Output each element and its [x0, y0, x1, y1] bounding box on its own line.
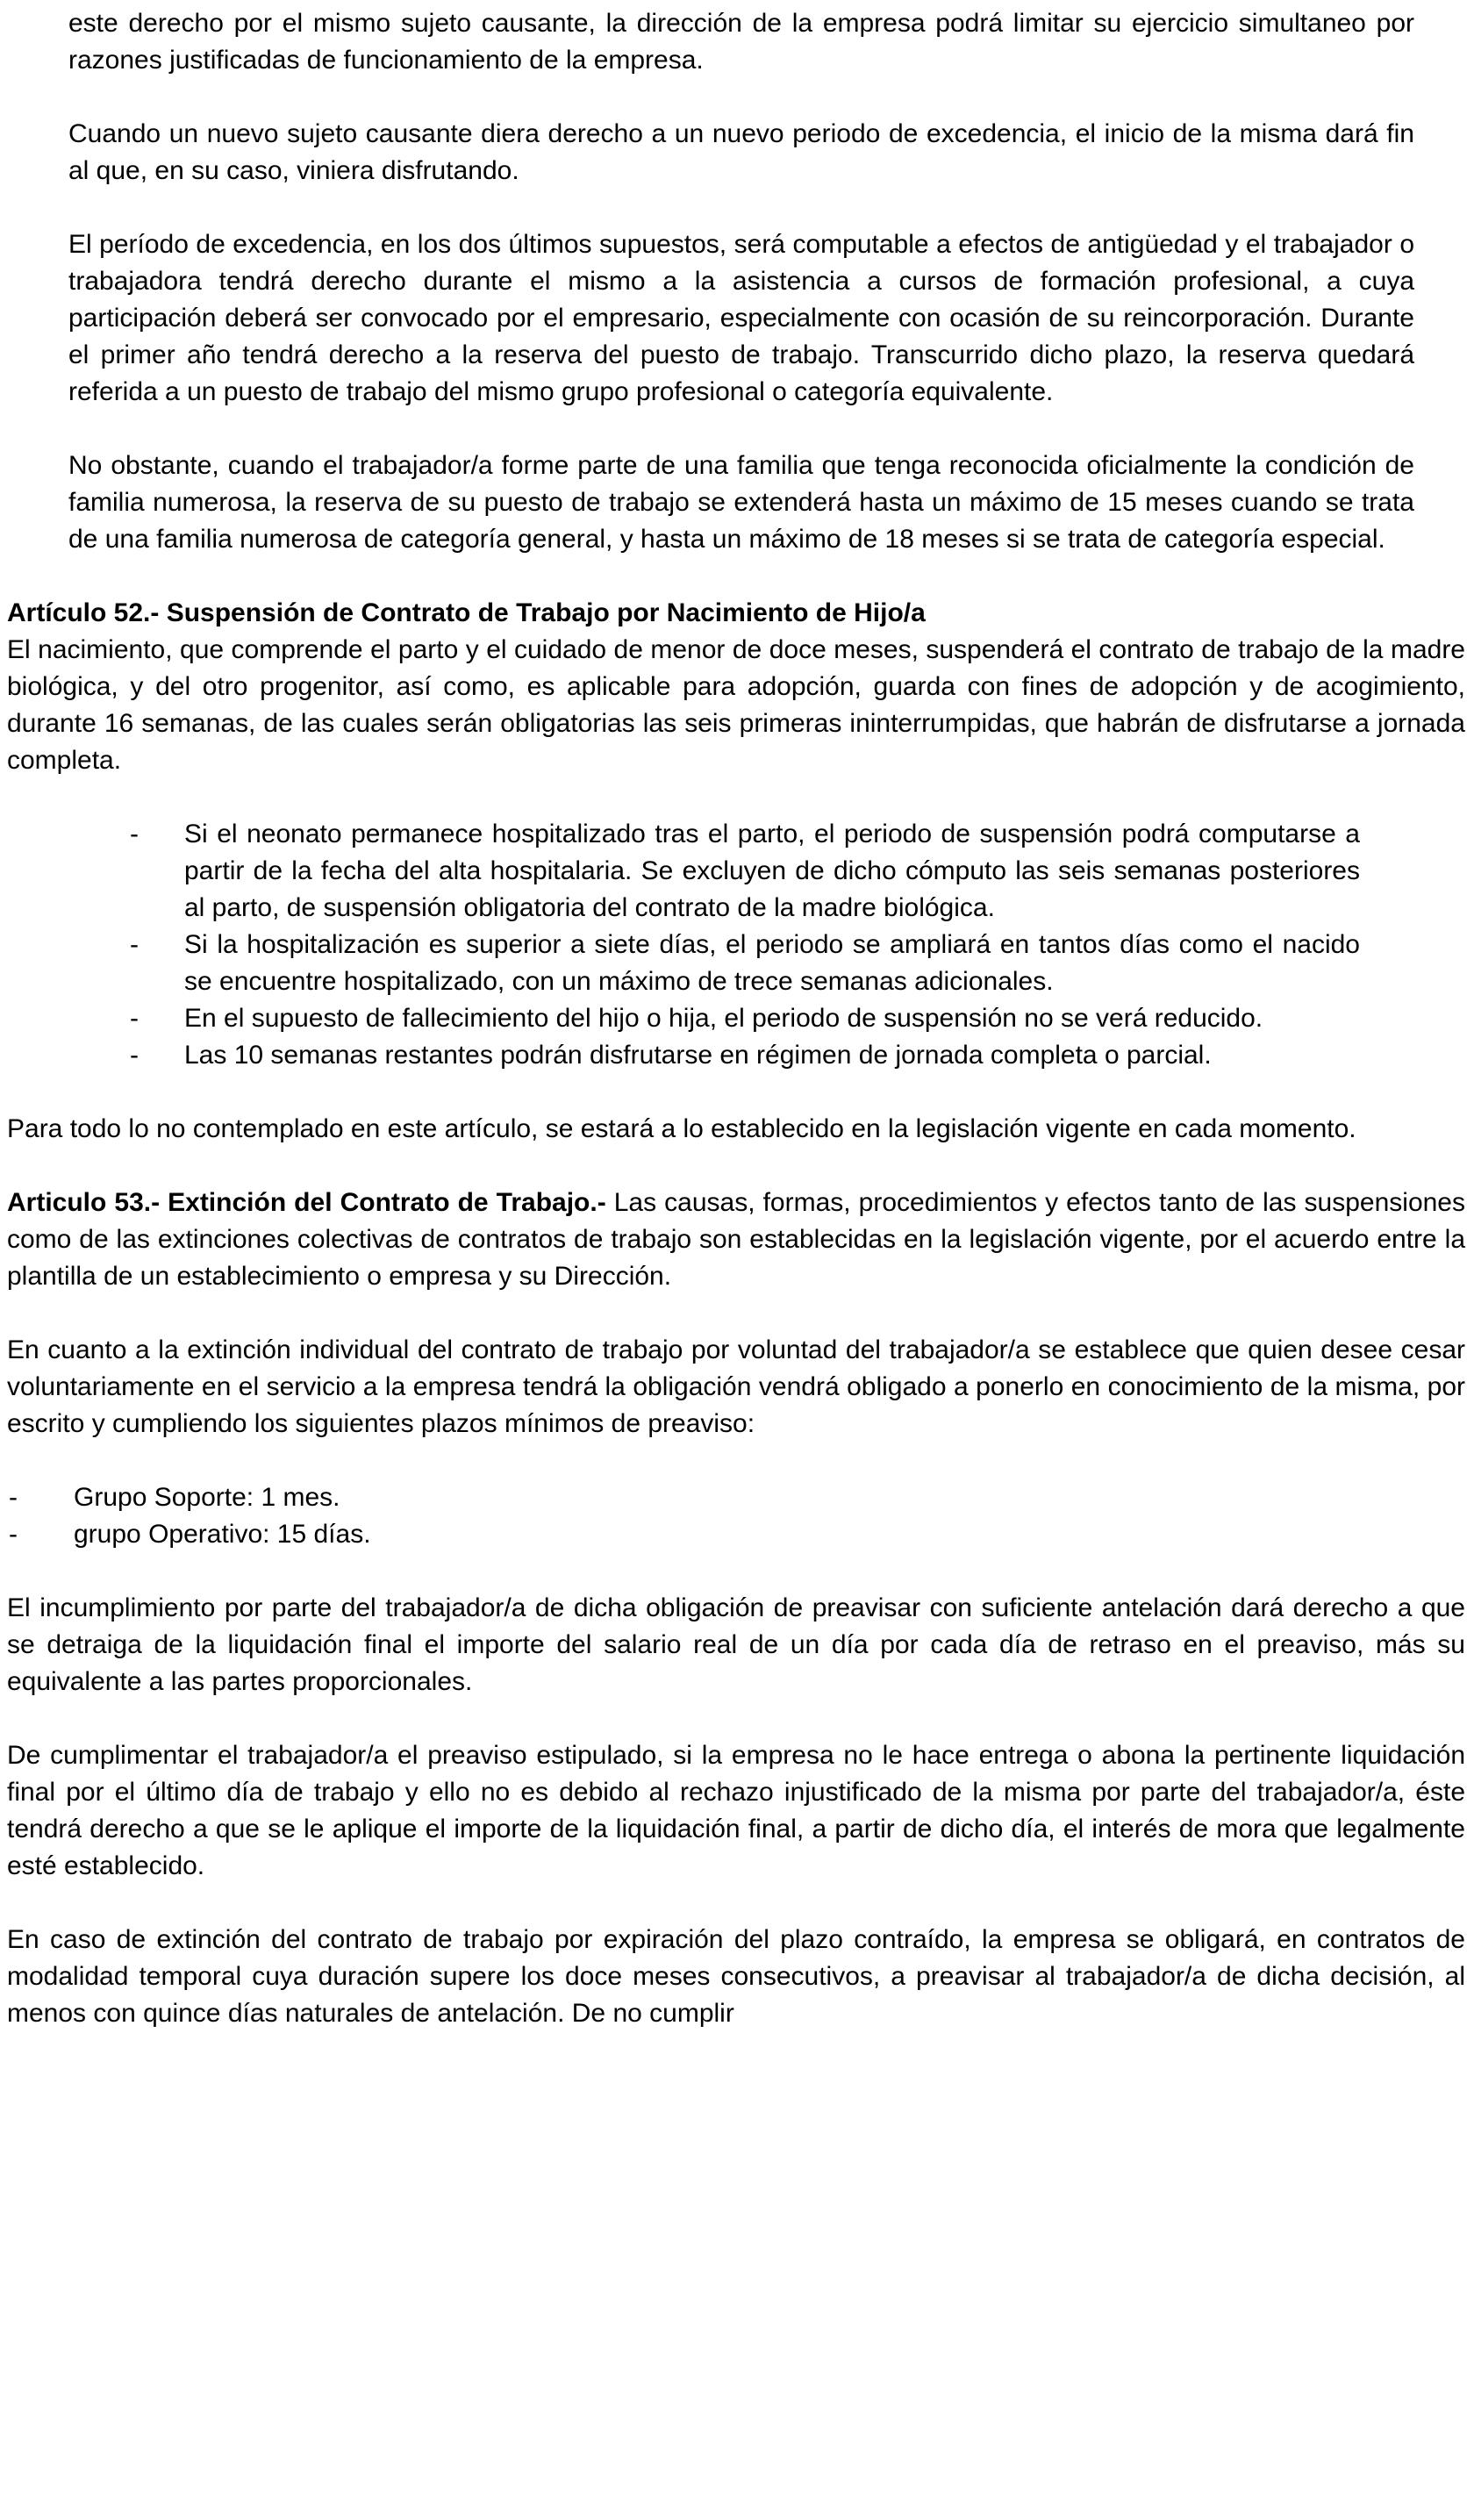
list-item-text: Si la hospitalización es superior a siete días, el periodo se ampliará en tantos días como el nacido se encuentre hospitalizado, con un máximo de trece semanas adicionales. [184, 930, 1360, 996]
article-53-heading-inline: Articulo 53.- Extinción del Contrato de Trabajo.- [7, 1188, 606, 1217]
dash-marker: - [130, 1004, 139, 1033]
paragraph-extincion-plazo: En caso de extinción del contrato de trabajo por expiración del plazo contraído, la empresa se obligará, en contratos de modalidad temporal cuya duración supere los doce meses consecutivos, a preavisar al trabajador/a de dicha decisión, al menos con quince días naturales de antelación. De no cumplir [7, 1925, 1465, 2028]
list-item-text: grupo Operativo: 15 días. [74, 1520, 371, 1549]
list-item [130, 927, 1360, 1000]
article-53-body-text: Las causas, formas, procedimientos y efectos tanto de las suspensiones como de las extinciones colectivas de contratos de trabajo son establecidas en la legislación vigente, por el acuerdo entre la plantilla de un establecimiento o empresa y su Dirección. [7, 1188, 1465, 1291]
dash-marker: - [9, 1483, 18, 1512]
paragraph-extincion-individual: En cuanto a la extinción individual del contrato de trabajo por voluntad del trabajador/a se establece que quien desee cesar voluntariamente en el servicio a la empresa tendrá la obligación vendrá obligado a ponerlo en conocimiento de la misma, por escrito y cumpliendo los siguientes plazos mínimos de preaviso: [7, 1335, 1465, 1438]
list-item [9, 1516, 1465, 1553]
paragraph-nuevo-sujeto-causante: Cuando un nuevo sujeto causante diera derecho a un nuevo periodo de excedencia, el inicio de la misma dará fin al que, en su caso, viniera disfrutando. [68, 119, 1414, 185]
list-item [130, 816, 1360, 927]
dash-marker: - [130, 930, 139, 959]
list-item-text: Si el neonato permanece hospitalizado tras el parto, el periodo de suspensión podrá computarse a partir de la fecha del alta hospitalaria. Se excluyen de dicho cómputo las seis semanas posteriores al parto, de suspensión obligatoria del contrato de la madre biológica. [184, 820, 1360, 922]
dash-marker: - [9, 1520, 18, 1549]
paragraph-periodo-excedencia: El período de excedencia, en los dos últimos supuestos, será computable a efectos de antigüedad y el trabajador o trabajadora tendrá derecho durante el mismo a la asistencia a cursos de formación profesional, a cuya participación deberá ser convocado por el empresario, especialmente con ocasión de su reincorporación. Durante el primer año tendrá derecho a la reserva del puesto de trabajo. Transcurrido dicho plazo, la reserva quedará referida a un puesto de trabajo del mismo grupo profesional o categoría equivalente. [68, 230, 1414, 406]
dash-marker: - [130, 820, 139, 848]
paragraph-familia-numerosa: No obstante, cuando el trabajador/a forme parte de una familia que tenga reconocida oficialmente la condición de familia numerosa, la reserva de su puesto de trabajo se extenderá hasta un máximo de 15 meses cuando se trata de una familia numerosa de categoría general, y hasta un máximo de 18 meses si se trata de categoría especial. [68, 451, 1414, 554]
paragraph-excedencia-limite: este derecho por el mismo sujeto causante, la dirección de la empresa podrá limitar su ejercicio simultaneo por razones justificadas de funcionamiento de la empresa. [68, 9, 1414, 75]
paragraph-incumplimiento-preaviso: El incumplimiento por parte del trabajador/a de dicha obligación de preavisar con suficiente antelación dará derecho a que se detraiga de la liquidación final el importe del salario real de un día por cada día de retraso en el preaviso, más su equivalente a las partes proporcionales. [7, 1593, 1465, 1696]
paragraph-article-53 [7, 1185, 1465, 1295]
paragraph-legislacion-vigente: Para todo lo no contemplado en este artículo, se estará a lo establecido en la legislación vigente en cada momento. [7, 1114, 1356, 1143]
dash-marker: - [130, 1041, 139, 1070]
article-52-conditions-list [130, 816, 1360, 1074]
list-item [130, 1000, 1360, 1037]
list-item-text: Grupo Soporte: 1 mes. [74, 1483, 340, 1512]
paragraph-liquidacion-final: De cumplimentar el trabajador/a el preaviso estipulado, si la empresa no le hace entrega o abona la pertinente liquidación final por el último día de trabajo y ello no es debido al rechazo injustificado de la misma por parte del trabajador/a, éste tendrá derecho a que se le aplique el importe de la liquidación final, a partir de dicho día, el interés de mora que legalmente esté establecido. [7, 1741, 1465, 1880]
list-item [9, 1479, 1465, 1516]
list-item [130, 1037, 1360, 1074]
plazos-preaviso-list [9, 1479, 1465, 1553]
paragraph-nacimiento-suspension: El nacimiento, que comprende el parto y el cuidado de menor de doce meses, suspenderá el contrato de trabajo de la madre biológica, y del otro progenitor, así como, es aplicable para adopción, guarda con fines de adopción y de acogimiento, durante 16 semanas, de las cuales serán obligatorias las seis primeras ininterrumpidas, que habrán de disfrutarse a jornada completa. [7, 635, 1465, 775]
list-item-text: En el supuesto de fallecimiento del hijo o hija, el periodo de suspensión no se verá reducido. [184, 1004, 1263, 1033]
article-52-heading: Artículo 52.- Suspensión de Contrato de Trabajo por Nacimiento de Hijo/a [7, 598, 926, 627]
list-item-text: Las 10 semanas restantes podrán disfrutarse en régimen de jornada completa o parcial. [184, 1041, 1212, 1070]
